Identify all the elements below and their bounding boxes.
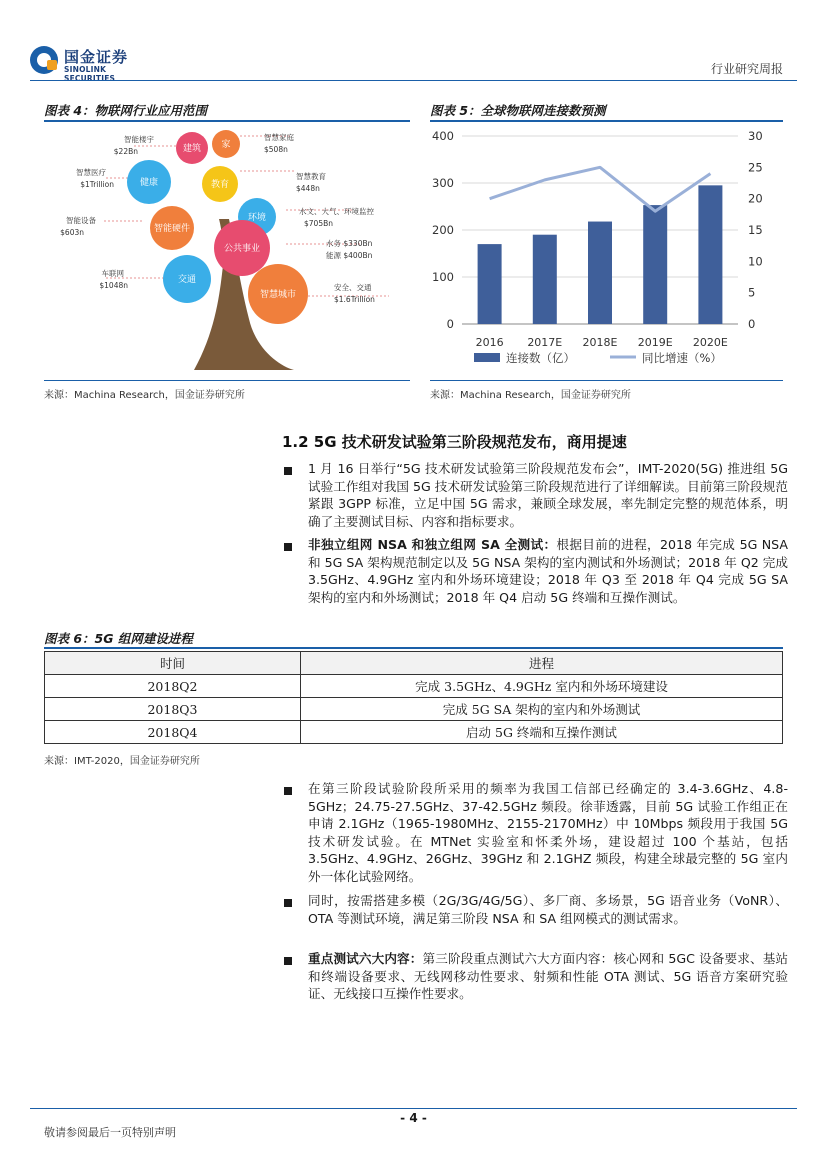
table-cell: 2018Q2 — [45, 675, 301, 698]
fig4-right-label: 智慧教育 — [296, 172, 326, 181]
bubble-label: 环境 — [247, 213, 267, 223]
x-tick-label: 2019E — [637, 336, 673, 349]
fig6-table — [44, 651, 783, 744]
bubble-label: 健康 — [139, 178, 159, 188]
paragraph-lead: 非独立组网 NSA 和独立组网 SA 全测试： — [308, 537, 557, 552]
x-tick-label: 2020E — [692, 336, 728, 349]
fig4-right-value: $448n — [296, 184, 320, 193]
fig4-right-label: 安全、交通 — [334, 283, 372, 292]
right-tick-label: 10 — [748, 254, 763, 269]
fig4-right-value: $508n — [264, 145, 288, 154]
growth-line — [490, 167, 711, 211]
table-row — [45, 675, 783, 698]
paragraph — [308, 892, 788, 927]
fig5-x-ticks — [476, 336, 728, 349]
left-tick-label: 200 — [432, 223, 454, 237]
fig5-source: 来源：Machina Research，国金证券研究所 — [430, 390, 631, 401]
fig4-tree-diagram — [44, 124, 410, 380]
paragraph — [308, 536, 788, 606]
fig4-left-value: $22Bn — [113, 147, 138, 156]
bar-2020E — [698, 185, 722, 324]
fig4-right-label: 水务 $330Bn — [326, 239, 373, 248]
bubble-label: 家 — [221, 140, 231, 150]
paragraph — [308, 460, 788, 530]
fig4-left-label: 车联网 — [101, 269, 124, 278]
x-tick-label: 2016 — [475, 336, 504, 349]
logo-cn: 国金证券 — [64, 48, 129, 66]
left-tick-label: 400 — [432, 129, 454, 143]
bubble-label: 教育 — [210, 180, 230, 190]
paragraph-text: 在第三阶段试验阶段所采用的频率为我国工信部已经确定的 3.4-3.6GHz、4.8-5GHz；24.75-27.5GHz、37-42.5GHz 频段。徐菲透露，目前 5G 试验工作组正在申请 2.1GHz（1965-1980MHz、2155-2170MHz）中 10Mbps 频段用于我国 5G 技术研发试验。在 MTNet 实验室和怀柔外场，建设超过 100 个基站，包括 3.5GHz、4.9GHz、26GHz、39GHz 和 2.1GHZ 频段，构建全球最完整的 5G 室内外一体化试验网络。 — [308, 781, 788, 884]
header-rule — [30, 80, 797, 81]
bullet-marker — [284, 787, 292, 795]
page-number: - 4 - — [400, 1111, 427, 1125]
right-tick-label: 25 — [748, 160, 763, 175]
fig4-right-value: $1.6Trillion — [334, 295, 375, 304]
bullet-marker — [284, 543, 292, 551]
footer-note: 敬请参阅最后一页特别声明 — [44, 1126, 176, 1139]
fig5-title: 图表 5：全球物联网连接数预测 — [430, 103, 606, 118]
right-tick-label: 20 — [748, 191, 763, 206]
fig4-left-label: 智慧医疗 — [76, 168, 106, 177]
fig6-title: 图表 6：5G 组网建设进程 — [44, 631, 193, 646]
left-tick-label: 0 — [446, 317, 454, 331]
paragraph-text: 同时，按需搭建多模（2G/3G/4G/5G）、多厂商、多场景，5G 语音业务（VoNR）、OTA 等测试环境，满足第三阶段 NSA 和 SA 组网模式的测试需求。 — [308, 893, 788, 926]
bar-2019E — [643, 205, 667, 324]
fig4-left-value: $1048n — [99, 281, 128, 290]
table-cell: 2018Q3 — [45, 698, 301, 721]
fig4-right-value: $705Bn — [304, 219, 333, 228]
bullet-marker — [284, 899, 292, 907]
bubble-label: 智能硬件 — [153, 224, 191, 234]
footer-rule — [30, 1108, 797, 1109]
x-tick-label: 2017E — [527, 336, 563, 349]
fig5-left-ticks — [432, 129, 454, 331]
fig4-bottom-rule — [44, 380, 410, 381]
fig4-right-value: 能源 $400Bn — [326, 251, 373, 260]
bubble-label: 交通 — [177, 275, 197, 285]
paragraph — [308, 780, 788, 886]
report-type: 行业研究周报 — [710, 62, 783, 76]
table-header-cell: 进程 — [301, 652, 783, 675]
legend-line-label: 同比增速（%） — [642, 351, 722, 365]
logo-en: SINOLINK SECURITIES — [64, 65, 116, 83]
right-tick-label: 5 — [748, 285, 756, 300]
fig5-chart — [420, 122, 790, 378]
fig4-title-rule — [44, 120, 410, 122]
paragraph-lead: 重点测试六大内容： — [308, 951, 423, 966]
bubble-label: 公共事业 — [223, 244, 261, 254]
fig4-right-label: 智慧家庭 — [264, 133, 294, 142]
bar-2017E — [533, 235, 557, 324]
table-row — [45, 721, 783, 744]
fig5-bottom-rule — [430, 380, 783, 381]
fig4-right-label: 水文、大气、环境监控 — [299, 207, 374, 216]
fig5-line-series — [490, 167, 711, 211]
bullet-marker — [284, 957, 292, 965]
table-cell: 2018Q4 — [45, 721, 301, 744]
bar-2018E — [588, 222, 612, 324]
fig5-bars — [478, 185, 723, 324]
right-tick-label: 30 — [748, 129, 763, 143]
right-tick-label: 0 — [748, 317, 756, 331]
fig6-source: 来源：IMT-2020，国金证券研究所 — [44, 756, 200, 767]
left-tick-label: 300 — [432, 176, 454, 190]
table-cell: 完成 3.5GHz、4.9GHz 室内和外场环境建设 — [301, 675, 783, 698]
fig5-right-ticks — [748, 129, 763, 331]
table-row — [45, 698, 783, 721]
paragraph — [308, 950, 788, 1003]
paragraph-text: 根据目前的进程，2018 年完成 5G NSA 和 5G SA 架构规范制定以及 5G NSA 架构的室内测试和外场测试；2018 年 Q2 完成 3.5GHz、4.9GHz 室内和外场环境建设；2018 年 Q3 至 2018 年 Q4 完成 5G SA 架构的室内和外场测试；2018 年 Q4 启动 5G 终端和互操作测试。 — [308, 537, 788, 605]
bubble-label: 智慧城市 — [259, 290, 297, 300]
fig4-source: 来源：Machina Research，国金证券研究所 — [44, 390, 245, 401]
table-header-cell: 时间 — [45, 652, 301, 675]
fig4-title: 图表 4：物联网行业应用范围 — [44, 103, 208, 118]
company-logo — [30, 46, 160, 83]
section-title: 1.2 5G 技术研发试验第三阶段规范发布，商用提速 — [282, 433, 627, 451]
table-header-row — [45, 652, 783, 675]
fig4-left-label: 智能设备 — [66, 216, 96, 225]
logo-mark-icon — [30, 46, 58, 74]
fig4-left-label: 智能楼宇 — [124, 135, 154, 144]
legend-bar-label: 连接数（亿） — [506, 351, 575, 365]
bubble-label: 建筑 — [182, 144, 202, 154]
fig4-left-value: $1Trillion — [80, 180, 114, 189]
left-tick-label: 100 — [432, 270, 454, 284]
table-cell: 启动 5G 终端和互操作测试 — [301, 721, 783, 744]
bullet-marker — [284, 467, 292, 475]
bar-2016 — [478, 244, 502, 324]
fig6-title-rule — [44, 647, 783, 649]
legend-bar-swatch — [474, 353, 500, 362]
right-tick-label: 15 — [748, 223, 763, 237]
x-tick-label: 2018E — [582, 336, 618, 349]
table-cell: 完成 5G SA 架构的室内和外场测试 — [301, 698, 783, 721]
paragraph-text: 第三阶段重点测试六大方面内容：核心网和 5GC 设备要求、基站和终端设备要求、无线网移动性要求、射频和性能 OTA 测试、5G 语音方案研究验证、无线接口互操作性要求。 — [308, 951, 789, 1002]
fig4-left-value: $603n — [60, 228, 84, 237]
paragraph-text: 1 月 16 日举行“5G 技术研发试验第三阶段规范发布会”，IMT-2020(5G) 推进组 5G 试验工作组对我国 5G 技术研发试验第三阶段规范进行了详细解读。目前第三阶段规范紧跟 3GPP 标准，立足中国 5G 需求，兼顾全球发展，率先制定完整的规范体系，明确了主要测试目标、内容和指标要求。 — [308, 461, 788, 529]
